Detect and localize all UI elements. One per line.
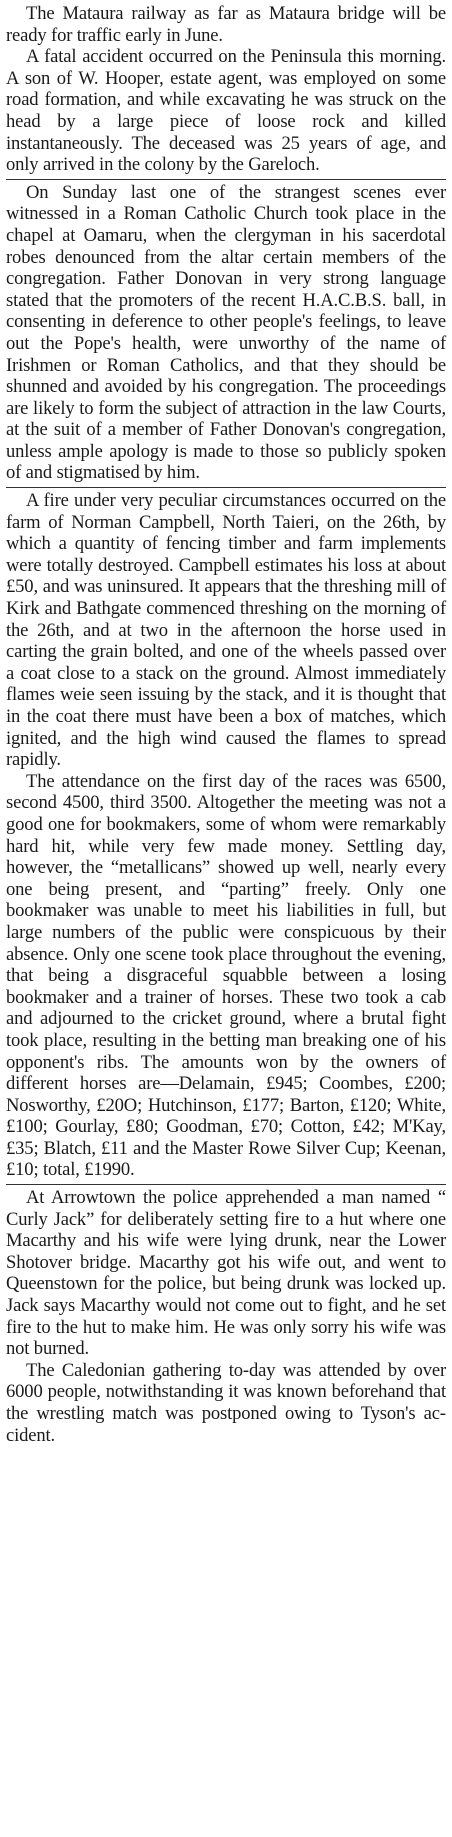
news-item-oamaru-chapel: On Sunday last one of the strangest scenes ever witnessed in a Roman Catholic Church took place in the chapel at Oamaru, when the clergyman in his sacerdotal robes denounced from the altar certain members of the congregation. Father Donovan in very strong language stated that the promoters of the recent H.A.C.B.S. ball, in consenting in deference to other people's feelings, to leave out the Pope's health, were unworthy of the name of Irishmen or Roman Catholics, and that they should be shunned and avoided by his congregation. The proceedings are likely to form the subject of attraction in the law Courts, at the suit of a member of Father Donovan's congregation, unless ample apology is made to those so publicly spoken of and stigmatised by him. [6, 181, 446, 484]
column-divider [6, 179, 446, 180]
news-item-taieri-fire: A fire under very peculiar circumstances occurred on the farm of Norman Campbell, North Taieri, on the 26th, by which a quantity of fencing timber and farm implements were totally destroyed. Campbell estimates his loss at about £50, and was uninsured. It appears that the threshing mill of Kirk and Bathgate commenced threshing on the morning of the 26th, and at two in the afternoon the horse used in carting the grain bolted, and one of the wheels passed over a coat close to a stack on the ground. Almost immediately flames weie seen issuing by the stack, and it is thought that in the coat there must have been a box of matches, which ignited, and the high wind caused the flames to spread rapidly. [6, 490, 446, 771]
news-item-arrowtown: At Arrowtown the police apprehended a man named “ Curly Jack” for deliberately setting fire to a hut where one Macarthy and his wife were lying drunk, near the Lower Shotover bridge. Macarthy got his wife out, and went to Queenstown for the police, but being drunk was locked up. Jack says Macarthy would not come out to fight, and he set fire to the hut to make him. He was only sorry his wife was not burned. [6, 1187, 446, 1360]
news-item-fatal-accident: A fatal accident occurred on the Peninsula this morning. A son of W. Hooper, estate agent, was employed on some road formation, and while excavating he was struck on the head by a large piece of loose rock and killed instantaneously. The deceased was 25 years of age, and only arrived in the colony by the Gareloch. [6, 46, 446, 176]
column-divider [6, 1184, 446, 1185]
news-item-races: The attendance on the first day of the races was 6500, second 4500, third 3500. Altogether the meeting was not a good one for bookmakers, some of whom were remarkably hard hit, while very few made money. Settling day, however, the “metallicans” showed up well, nearly every one being present, and “parting” freely. Only one bookmaker was unable to meet his liabilities in full, but large numbers of the public were conspicuous by their absence. Only one scene took place throughout the evening, that being a disgraceful squabble between a losing bookmaker and a trainer of horses. These two took a cab and adjourned to the cricket ground, where a brutal fight took place, resulting in the betting man breaking one of his opponent's ribs. The amounts won by the owners of different horses are—Delamain, £945; Coombes, £200; Nosworthy, £20O; Hutchinson, £177; Barton, £120; White, £100; Gourlay, £80; Goodman, £70; Cotton, £42; M'Kay, £35; Blatch, £11 and the Master Rowe Silver Cup; Keenan, £10; total, £1990. [6, 770, 446, 1181]
news-item-caledonian: The Caledonian gathering to-day was attended by over 6000 people, notwithstanding it was known beforehand that the wrestling match was postponed owing to Tyson's accident. [6, 1359, 446, 1446]
news-item-railway: The Mataura railway as far as Mataura bridge will be ready for traffic early in June. [6, 3, 446, 46]
column-divider [6, 487, 446, 488]
